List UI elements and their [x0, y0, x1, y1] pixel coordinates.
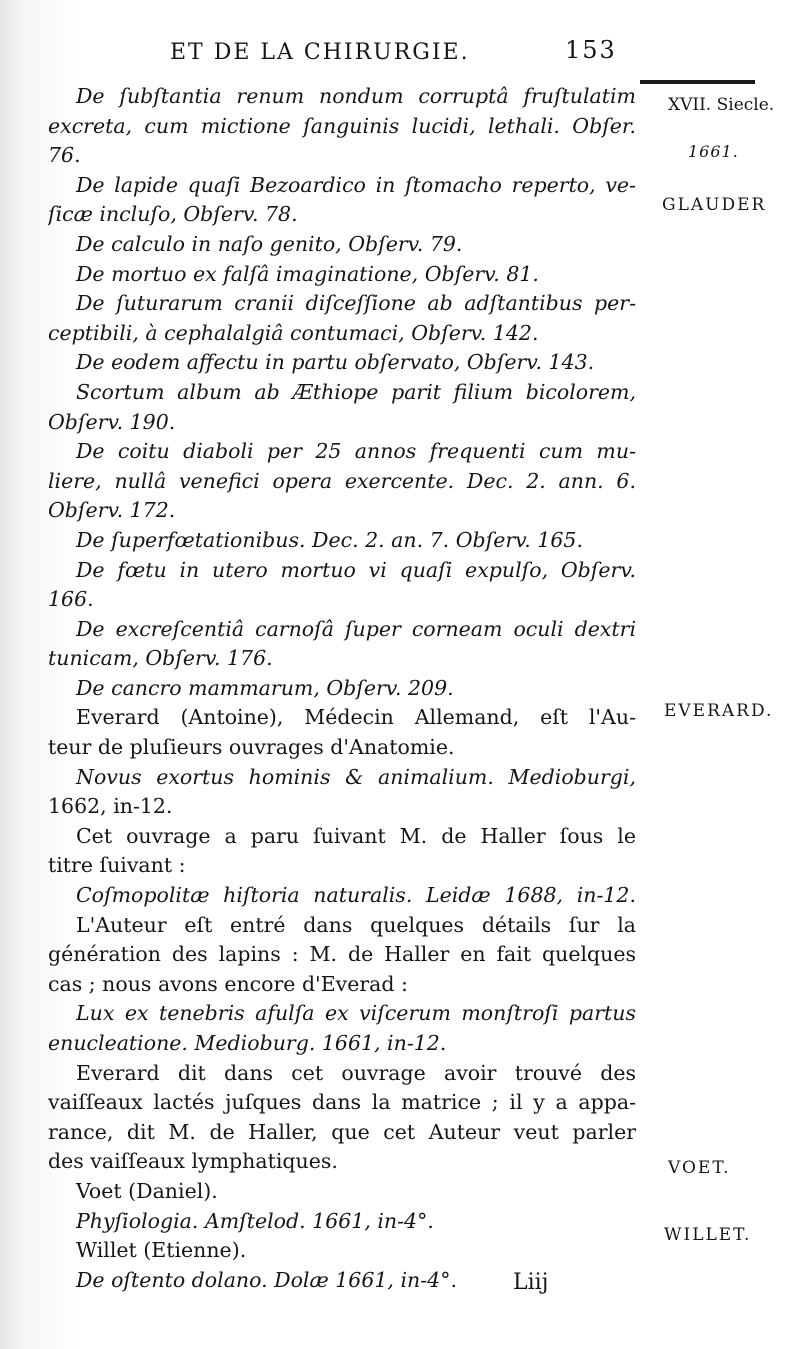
text-line: Obſerv. 172. [48, 498, 176, 523]
text-line: De fœtu in utero mortuo vi quaſi expulſo, Obſerv. [76, 557, 636, 582]
text-line: enucleatione. Medioburg. 1661, in-12. [48, 1031, 447, 1055]
text-line: Lux ex tenebris afulſa ex viſcerum monſtroſi partus [76, 1001, 636, 1026]
text-line: 76. [48, 143, 81, 168]
text-line: De ſuturarum cranii diſceſſione ab adſtantibus per- [76, 291, 636, 316]
running-title: ET DE LA CHIRURGIE. [170, 40, 470, 65]
text-line: Novus exortus hominis & animalium. Medioburgi, [76, 764, 636, 789]
text-line: Cet ouvrage a paru ſuivant M. de Haller ſous le [76, 823, 636, 848]
text-line: cas ; nous avons encore d'Everad : [48, 971, 408, 996]
page-number: 153 [565, 36, 617, 64]
text-line: Obſerv. 190. [48, 409, 176, 434]
text-line: De mortuo ex falſâ imaginatione, Obſerv. 81. [76, 261, 539, 286]
text-line: Voet (Daniel). [76, 1178, 218, 1203]
margin-author-glauder: GLAUDER [662, 195, 767, 215]
margin-century: XVII. Siecle. [668, 95, 775, 115]
text-line: génération des lapins : M. de Haller en fait quelques [48, 942, 636, 967]
text-line: De coitu diaboli per 25 annos frequenti cum mu- [76, 439, 636, 464]
margin-author-voet: VOET. [668, 1158, 731, 1178]
margin-year: 1661. [688, 142, 739, 161]
text-line: Everard (Antoine), Médecin Allemand, eſt l'Au- [76, 705, 636, 730]
text-line: De oſtento dolano. Dolæ 1661, in-4°. [76, 1267, 457, 1292]
text-line: ceptibili, à cephalalgiâ contumaci, Obſerv. 142. [48, 320, 539, 345]
text-line: 1662, in-12. [48, 794, 173, 819]
text-line: De ſuperfœtationibus. Dec. 2. an. 7. Obſerv. 165. [76, 527, 583, 552]
text-line: De cancro mammarum, Obſerv. 209. [76, 675, 454, 700]
margin-author-everard: EVERARD. [664, 701, 774, 721]
text-line: 166. [48, 587, 94, 612]
text-line: titre ſuivant : [48, 853, 186, 878]
text-line: des vaiſſeaux lymphatiques. [48, 1149, 338, 1174]
margin-author-willet: WILLET. [664, 1225, 752, 1245]
text-line: Willet (Etienne). [76, 1238, 247, 1263]
text-line: excreta, cum mictione ſanguinis lucidi, lethali. Obſer. [48, 113, 636, 138]
text-line: vaiſſeaux lactés juſques dans la matrice ; il y a appa- [48, 1090, 636, 1115]
text-line: tunicam, Obſerv. 176. [48, 646, 273, 671]
text-line: L'Auteur eſt entré dans quelques détails ſur la [76, 912, 636, 937]
margin-rule [640, 80, 755, 84]
main-text [48, 82, 636, 1295]
text-line: Coſmopolitæ hiſtoria naturalis. Leidæ 1688, in-12. [76, 883, 636, 908]
text-line: Scortum album ab Æthiope parit filium bicolorem, [76, 379, 636, 404]
text-line: rance, dit M. de Haller, que cet Auteur veut parler [48, 1119, 636, 1144]
text-line: Phyſiologia. Amſtelod. 1661, in-4°. [76, 1208, 434, 1233]
text-line: ſicæ incluſo, Obſerv. 78. [48, 202, 298, 227]
text-line: De excreſcentiâ carnoſâ ſuper corneam oculi dextri [76, 616, 636, 641]
text-line: teur de pluſieurs ouvrages d'Anatomie. [48, 735, 455, 760]
text-line: Everard dit dans cet ouvrage avoir trouvé des [76, 1060, 636, 1085]
text-line: liere, nullâ venefici opera exercente. Dec. 2. ann. 6. [48, 468, 636, 493]
text-line: De eodem affectu in partu obſervato, Obſerv. 143. [76, 350, 595, 375]
text-line: De lapide quaſi Bezoardico in ſtomacho reperto, ve- [76, 172, 636, 197]
text-line: De ſubſtantia renum nondum corruptâ fruſtulatim [76, 84, 636, 108]
text-line: De calculo in naſo genito, Obſerv. 79. [76, 231, 463, 256]
signature-mark: Liij [513, 1270, 549, 1295]
